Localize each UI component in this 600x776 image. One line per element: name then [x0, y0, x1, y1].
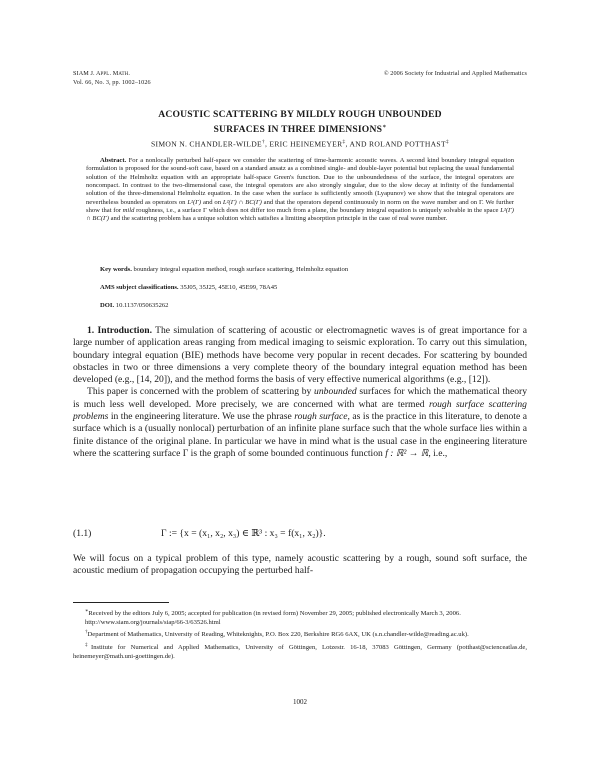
equation-number: (1.1) — [73, 528, 92, 539]
section-heading: 1. Introduction. — [87, 325, 152, 336]
footnote-affiliation-gottingen: ‡Institute for Numerical and Applied Mathematics, University of Göttingen, Lotzestr. 16-18, 37083 Göttingen, Germany (potthast@scienceatlas.de, heinemeyer@math.uni-goettingen.de). — [73, 643, 527, 660]
equation-body: Γ := {x = (x₁, x₂, x₃) ∈ ℝ³ : x₃ = f(x₁, x₂)}. — [161, 528, 326, 539]
keywords: Key words. boundary integral equation method, rough surface scattering, Helmholtz equation — [100, 266, 349, 273]
author-list: SIMON N. CHANDLER-WILDE†, ERIC HEINEMEYER‡, AND ROLAND POTTHAST‡ — [151, 139, 449, 149]
doi: DOI. 10.1137/050635262 — [100, 302, 169, 309]
footnote-received: ∗Received by the editors July 6, 2005; accepted for publication (in revised form) November 29, 2005; published electronically March 3, 2006. — [85, 609, 461, 618]
intro-paragraph-3: We will focus on a typical problem of this type, namely acoustic scattering by a rough, sound soft surface, the acoustic medium of propagation occupying the perturbed half- — [73, 553, 527, 577]
journal-volume: Vol. 66, No. 3, pp. 1002–1026 — [73, 79, 151, 86]
page-number: 1002 — [293, 698, 307, 706]
equation-1-1 — [73, 528, 527, 542]
ams-classifications: AMS subject classifications. 35J05, 35J25, 45E10, 45E99, 78A45 — [100, 284, 278, 291]
paper-title: ACOUSTIC SCATTERING BY MILDLY ROUGH UNBOUNDED SURFACES IN THREE DIMENSIONS∗ — [158, 109, 442, 136]
journal-header — [73, 70, 151, 87]
introduction-section — [73, 325, 527, 460]
abstract: Abstract. For a nonlocally perturbed half-space we consider the scattering of time-harmonic acoustic waves. A second kind boundary integral equation formulation is proposed for the sound-soft case, based on a standard ansatz as a combined single- and double-layer potential but replacing the usual fundamental solution of the Helmholtz equation with an appropriate half-space Green's function. Due to the unboundedness of the surface, the integral operators are noncompact. In contrast to the two-dimensional case, the integral operators are also strongly singular, due to the slow decay at infinity of the fundamental solution of the three-dimensional Helmholtz equation. In the case when the surface is sufficiently smooth (Lyapunov) we show that the integral operators are nevertheless bounded as operators on L²(Γ) and on L²(Γ) ∩ BC(Γ) and that the operators depend continuously in norm on the wave number and on Γ. We further show that for mild roughness, i.e., a surface Γ which does not differ too much from a plane, the boundary integral equation is uniquely solvable in the space L²(Γ) ∩ BC(Γ) and the scattering problem has a unique solution which satisfies a limiting absorption principle in the case of real wave number. — [86, 157, 514, 223]
footnotes — [73, 608, 527, 662]
journal-name: SIAM J. APPL. MATH. — [73, 70, 131, 77]
intro-paragraph-2: This paper is concerned with the problem of scattering by unbounded surfaces for which the mathematical theory is much less well developed. More precisely, we are concerned with what are termed rough surface scattering problems in the engineering literature. We use the phrase rough surface, as is the practice in this literature, to denote a surface which is a (usually nonlocal) perturbation of an infinite plane surface such that the whole surface lies within a finite distance of the original plane. In particular we have in mind what is the usual case in the engineering literature where the scattering surface Γ is the graph of some bounded continuous function f : ℝ² → ℝ, i.e., — [73, 386, 527, 459]
intro-paragraph-1: 1. Introduction. The simulation of scattering of acoustic or electromagnetic waves is of great importance for a large number of application areas ranging from medical imaging to seismic exploration. To carry out this simulation, boundary integral equation (BIE) methods have become very popular in recent decades. For scattering by bounded obstacles in two or three dimensions a very complete theory of the boundary integral equation method has been developed (e.g., [14, 20]), and the method forms the basis of very effective numerical algorithms (e.g., [12]). — [73, 325, 527, 386]
footnote-affiliation-reading: †Department of Mathematics, University of Reading, Whiteknights, P.O. Box 220, Berkshire RG6 6AX, UK (s.n.chandler-wilde@reading.ac.uk). — [85, 630, 469, 639]
copyright-notice: © 2006 Society for Industrial and Applied Mathematics — [383, 70, 527, 77]
footnote-rule — [73, 602, 169, 603]
footnote-url[interactable]: http://www.siam.org/journals/siap/66-3/63526.html — [85, 618, 221, 626]
